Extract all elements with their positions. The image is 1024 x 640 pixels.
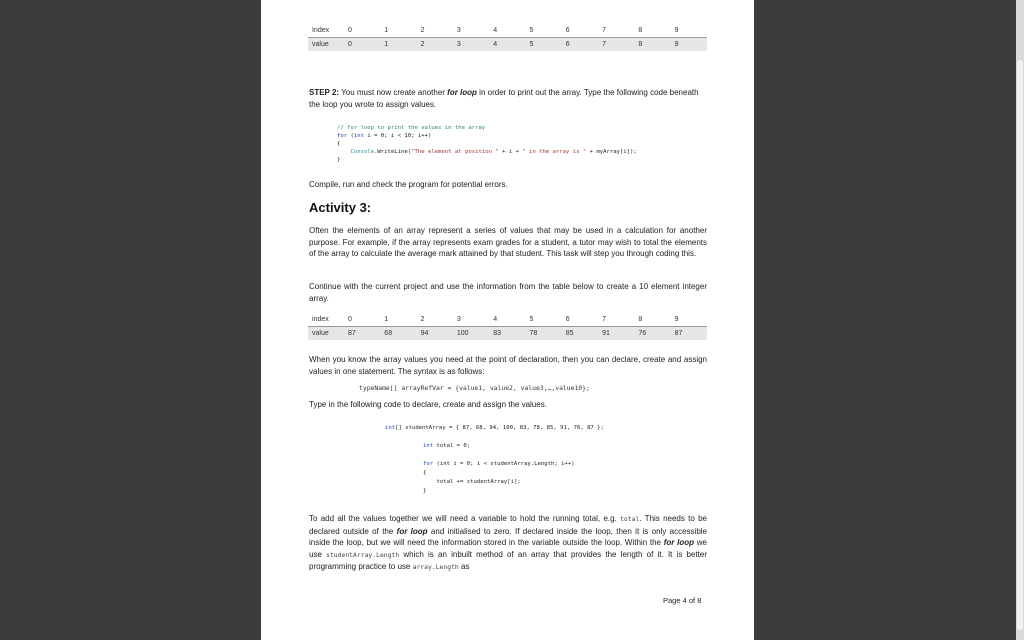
compile-instruction: Compile, run and check the program for potential errors. xyxy=(309,180,508,189)
code-text: + myArray[i]); xyxy=(586,149,637,155)
code-line: { xyxy=(423,470,427,476)
table-cell: 87 xyxy=(671,327,707,341)
table-cell: 9 xyxy=(671,24,707,38)
text: You must now create another xyxy=(339,88,448,97)
code-string: "The element at position " xyxy=(411,149,499,155)
step-label: STEP 2: xyxy=(309,88,340,97)
code-class: Console xyxy=(350,149,375,155)
table-cell: 0 xyxy=(344,24,380,38)
table-cell: 1 xyxy=(380,24,416,38)
code-line: [] studentArray = { 87, 68, 94, 100, 83, 78, 85, 91, 76, 87 }; xyxy=(395,425,604,431)
code-declaration xyxy=(385,424,604,432)
code-comment: // for loop to print the values in the array xyxy=(337,125,486,131)
code-line: for (int i = 0; i < 10; i++) xyxy=(337,133,432,139)
table-cell: 76 xyxy=(634,327,670,341)
table-row xyxy=(308,327,707,341)
table-cell: 5 xyxy=(525,313,561,327)
table-cell: 9 xyxy=(671,38,707,52)
table-cell: 8 xyxy=(634,38,670,52)
table-cell: 68 xyxy=(380,327,416,341)
table-cell: 5 xyxy=(525,24,561,38)
code-line: } xyxy=(423,488,427,494)
code-block-total-loop xyxy=(423,442,575,496)
table-row xyxy=(308,38,707,52)
text: which is an inbuilt method of an array that provides the length of it. It is better programming practice to use xyxy=(309,549,707,572)
table-cell: 1 xyxy=(380,38,416,52)
code-block-print-loop xyxy=(337,124,637,164)
code-line: } xyxy=(337,157,341,163)
continue-paragraph: Continue with the current project and use the information from the table below to create a 10 element integer array. xyxy=(309,282,707,303)
table-cell: 91 xyxy=(598,327,634,341)
table-cell: 4 xyxy=(489,24,525,38)
table-cell: 94 xyxy=(417,327,453,341)
index-value-table-2 xyxy=(308,313,707,340)
code-keyword: int xyxy=(385,425,396,431)
table-cell: 2 xyxy=(417,24,453,38)
table-cell: 6 xyxy=(562,313,598,327)
scrollbar-thumb[interactable] xyxy=(1017,60,1023,630)
syntax-example: typeName[] arrayRefVar = {value1, value2, value3,…,value10}; xyxy=(359,384,590,392)
code-text: .WriteLine( xyxy=(374,149,412,155)
table-cell: 3 xyxy=(453,24,489,38)
table-cell: 6 xyxy=(562,24,598,38)
inline-code: total xyxy=(620,515,640,523)
text: as xyxy=(458,562,470,572)
table-cell: 78 xyxy=(525,327,561,341)
table-cell: 0 xyxy=(344,313,380,327)
table-cell: 3 xyxy=(453,313,489,327)
table-row xyxy=(308,24,707,38)
table-cell: 4 xyxy=(489,38,525,52)
table-cell: 6 xyxy=(562,38,598,52)
code-text: + i + xyxy=(498,149,523,155)
table-cell: 100 xyxy=(453,327,489,341)
table-header-cell: index xyxy=(308,313,344,327)
step2-paragraph xyxy=(309,87,707,110)
code-line: total += studentArray[i]; xyxy=(436,479,521,485)
emphasis: for loop xyxy=(663,538,695,548)
activity-intro-paragraph: Often the elements of an array represent a series of values that may be used in a calculation for another purpose. For example, if the array represents exam grades for a student, a tutor may wish to total the elements of the array to calculate the average mark attained by that student. This task will step you through coding this. xyxy=(309,226,707,259)
table-cell: 0 xyxy=(344,38,380,52)
text: and initialised to zero. If declared inside the loop, then it is only accessible inside the loop, but we will need the information stored in the variable outside the loop. Within the xyxy=(309,526,708,548)
code-line: for (int i = 0; i < studentArray.Length; i++) xyxy=(423,461,575,467)
table-cell: 9 xyxy=(671,313,707,327)
table-cell: 3 xyxy=(453,38,489,52)
table-cell: 87 xyxy=(344,327,380,341)
table-cell: 5 xyxy=(525,38,561,52)
table-cell: 7 xyxy=(598,24,634,38)
page-number: Page 4 of 8 xyxy=(663,596,702,605)
table-cell: 83 xyxy=(489,327,525,341)
emphasis: for loop xyxy=(396,526,428,536)
table-cell: 2 xyxy=(417,38,453,52)
table-cell: 85 xyxy=(562,327,598,341)
table-cell: 4 xyxy=(489,313,525,327)
inline-code: studentArray.Length xyxy=(326,550,400,559)
table-cell: 8 xyxy=(634,313,670,327)
table-header-cell: value xyxy=(308,38,344,52)
emphasis: for loop xyxy=(447,88,477,97)
table-header-cell: value xyxy=(308,327,344,341)
activity-heading: Activity 3: xyxy=(309,200,372,215)
code-string: " in the array is " xyxy=(522,149,587,155)
table-row xyxy=(308,313,707,327)
table-cell: 1 xyxy=(380,313,416,327)
table-cell: 8 xyxy=(634,24,670,38)
text: . This needs to be declared outside of the xyxy=(309,514,708,536)
inline-code: array.Length xyxy=(412,563,459,572)
code-line: { xyxy=(337,141,341,147)
code-line: int total = 0; xyxy=(423,443,471,449)
running-total-paragraph xyxy=(309,513,707,574)
declaration-paragraph: When you know the array values you need at the point of declaration, then you can declare, create and assign values in one statement. The syntax is as follows: xyxy=(309,355,707,376)
text: we use xyxy=(309,538,707,559)
table-cell: 7 xyxy=(598,313,634,327)
table-header-cell: Index xyxy=(308,24,344,38)
text: in order to print out the array. Type the following code beneath the loop you wrote to assign values. xyxy=(309,88,699,109)
type-instruction: Type in the following code to declare, create and assign the values. xyxy=(309,400,547,409)
table-cell: 7 xyxy=(598,38,634,52)
index-value-table-1 xyxy=(308,24,707,51)
text: To add all the values together we will need a variable to hold the running total, e.g. xyxy=(309,514,621,523)
table-cell: 2 xyxy=(417,313,453,327)
document-page xyxy=(261,0,754,640)
